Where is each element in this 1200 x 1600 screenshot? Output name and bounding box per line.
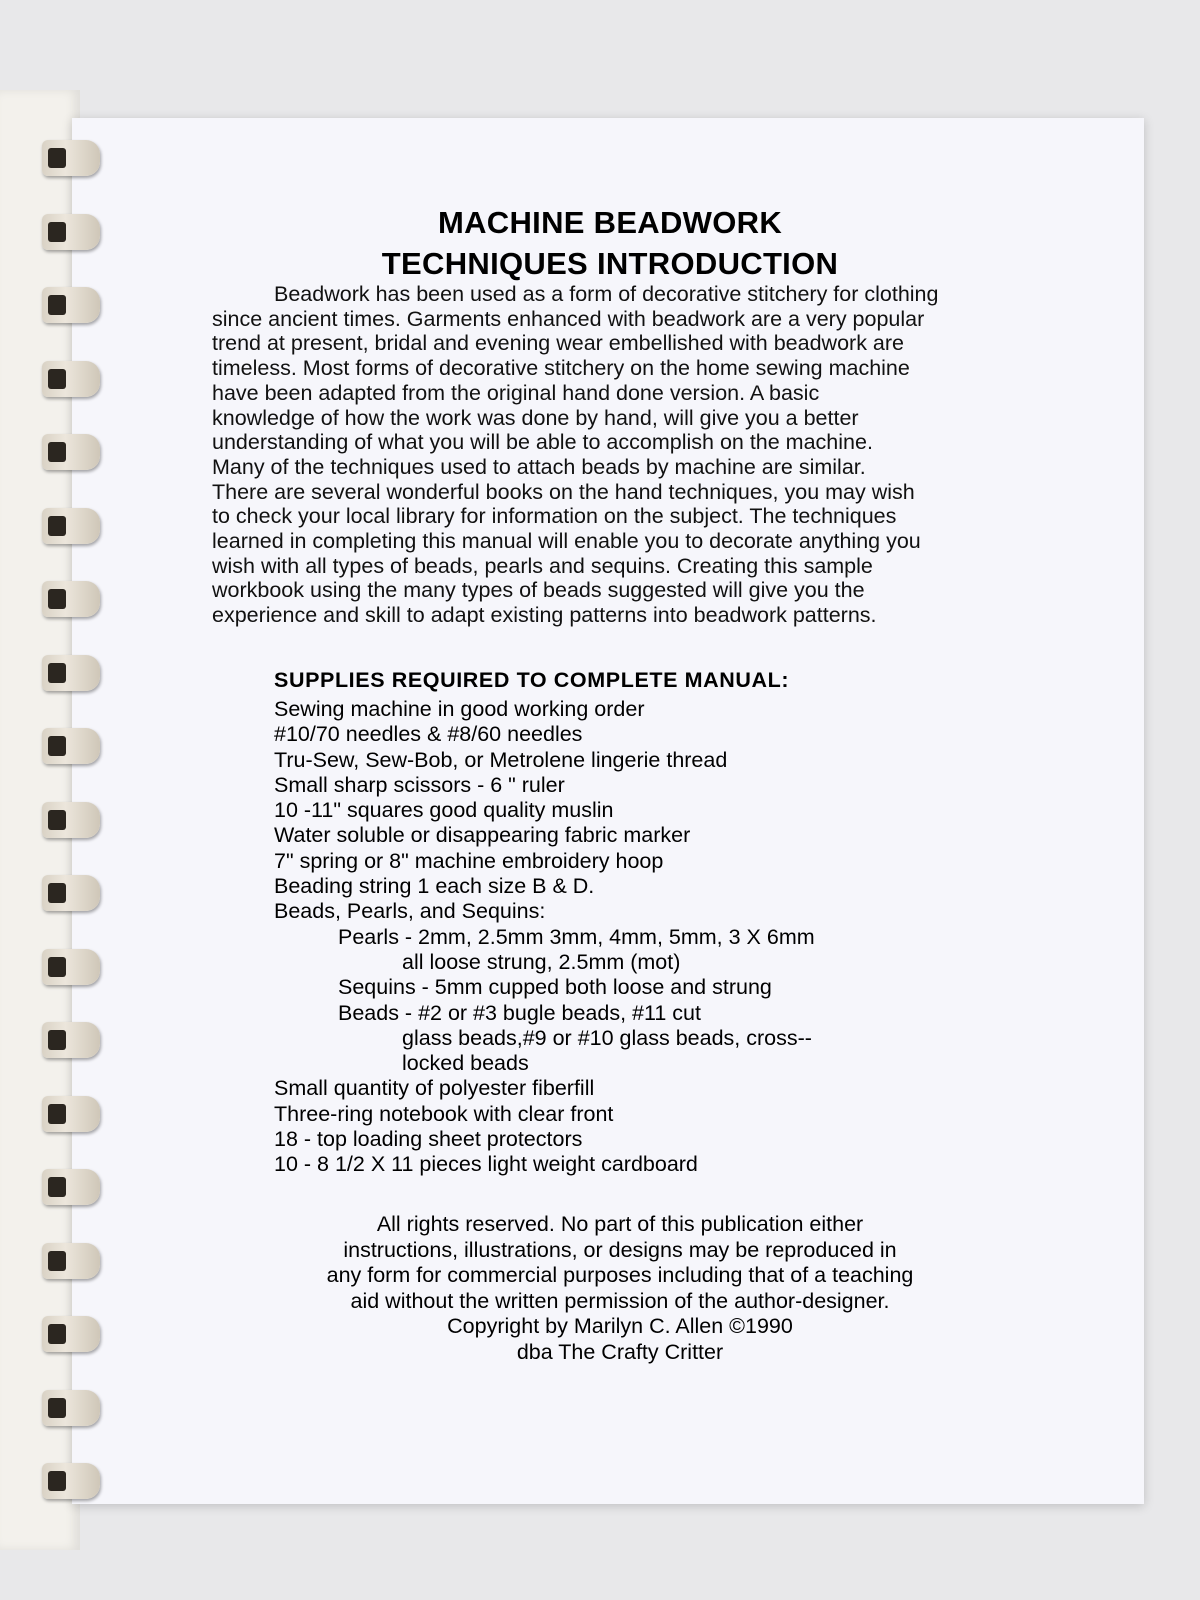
page-title-line-1: MACHINE BEADWORK	[437, 205, 783, 240]
rights-line: instructions, illustrations, or designs may be reproduced in	[343, 1237, 897, 1262]
binding-coil	[42, 655, 100, 691]
binding-coil	[42, 1022, 100, 1058]
supply-item: Water soluble or disappearing fabric marker	[274, 823, 691, 848]
supply-item: Small sharp scissors - 6 " ruler	[274, 772, 565, 797]
binding-coil	[42, 949, 100, 985]
supply-item: Tru-Sew, Sew-Bob, or Metrolene lingerie thread	[274, 747, 728, 772]
intro-line: knowledge of how the work was done by hand, will give you a better	[212, 405, 859, 430]
rights-line: any form for commercial purposes including that of a teaching	[326, 1263, 914, 1288]
binding-coil	[42, 140, 100, 176]
binding-coil	[42, 802, 100, 838]
intro-paragraph	[212, 282, 1022, 628]
supply-item: Beading string 1 each size B & D.	[274, 874, 595, 899]
binding-coil	[42, 434, 100, 470]
intro-line: There are several wonderful books on the hand techniques, you may wish	[212, 479, 915, 504]
binding-coil	[42, 1463, 100, 1499]
supply-item: Beads, Pearls, and Sequins:	[274, 899, 546, 924]
supply-item: #10/70 needles & #8/60 needles	[274, 722, 583, 747]
supply-item: 10 - 8 1/2 X 11 pieces light weight cardboard	[274, 1152, 698, 1177]
supply-subitem-beads: Beads - #2 or #3 bugle beads, #11 cut	[338, 1000, 701, 1025]
supply-item: 18 - top loading sheet protectors	[274, 1127, 583, 1152]
supply-subitem-sequins: Sequins - 5mm cupped both loose and strung	[338, 975, 772, 1000]
binding-coil	[42, 1243, 100, 1279]
supply-item: 10 -11" squares good quality muslin	[274, 798, 614, 823]
intro-line: workbook using the many types of beads suggested will give you the	[212, 578, 865, 603]
supply-subitem-pearls-cont: all loose strung, 2.5mm (mot)	[402, 949, 681, 974]
intro-line: experience and skill to adapt existing patterns into beadwork patterns.	[212, 603, 877, 628]
supply-item: Small quantity of polyester fiberfill	[274, 1076, 595, 1101]
intro-line: Many of the techniques used to attach beads by machine are similar.	[212, 454, 866, 479]
intro-line: Beadwork has been used as a form of decorative stitchery for clothing	[274, 282, 939, 306]
intro-line: timeless. Most forms of decorative stitchery on the home sewing machine	[212, 356, 910, 381]
binding-coil	[42, 1316, 100, 1352]
supply-item: Sewing machine in good working order	[274, 697, 645, 721]
intro-line: since ancient times. Garments enhanced with beadwork are a very popular	[212, 306, 925, 331]
supply-subitem-beads-cont: locked beads	[402, 1051, 529, 1076]
binding-coil	[42, 875, 100, 911]
intro-line: to check your local library for information on the subject. The techniques	[212, 504, 897, 529]
intro-line: have been adapted from the original hand done version. A basic	[212, 380, 820, 405]
copyright-line: Copyright by Marilyn C. Allen ©1990	[447, 1314, 793, 1339]
binding-coil	[42, 1390, 100, 1426]
supply-subitem-pearls: Pearls - 2mm, 2.5mm 3mm, 4mm, 5mm, 3 X 6mm	[338, 924, 815, 949]
supply-item: Three-ring notebook with clear front	[274, 1101, 614, 1126]
rights-notice	[280, 1212, 960, 1366]
intro-line: trend at present, bridal and evening wear embellished with beadwork are	[212, 331, 904, 356]
binding-coil	[42, 1169, 100, 1205]
page-title-line-2: TECHNIQUES INTRODUCTION	[381, 246, 839, 281]
binding-coil	[42, 508, 100, 544]
intro-line: understanding of what you will be able to accomplish on the machine.	[212, 430, 873, 455]
supplies-heading: SUPPLIES REQUIRED TO COMPLETE MANUAL:	[274, 668, 790, 692]
supplies-list	[274, 697, 1034, 1178]
intro-line: wish with all types of beads, pearls and sequins. Creating this sample	[212, 553, 873, 578]
binding-coil	[42, 1096, 100, 1132]
binding-coil	[42, 361, 100, 397]
spiral-binding	[42, 140, 112, 1500]
business-name: dba The Crafty Critter	[516, 1339, 724, 1364]
binding-coil	[42, 728, 100, 764]
intro-line: learned in completing this manual will enable you to decorate anything you	[212, 529, 921, 554]
binding-coil	[42, 287, 100, 323]
supply-subitem-beads-cont: glass beads,#9 or #10 glass beads, cross--	[402, 1025, 812, 1050]
rights-line: All rights reserved. No part of this publication either	[376, 1212, 864, 1236]
rights-line: aid without the written permission of the author-designer.	[350, 1288, 890, 1313]
supply-item: 7" spring or 8" machine embroidery hoop	[274, 848, 664, 873]
binding-coil	[42, 581, 100, 617]
